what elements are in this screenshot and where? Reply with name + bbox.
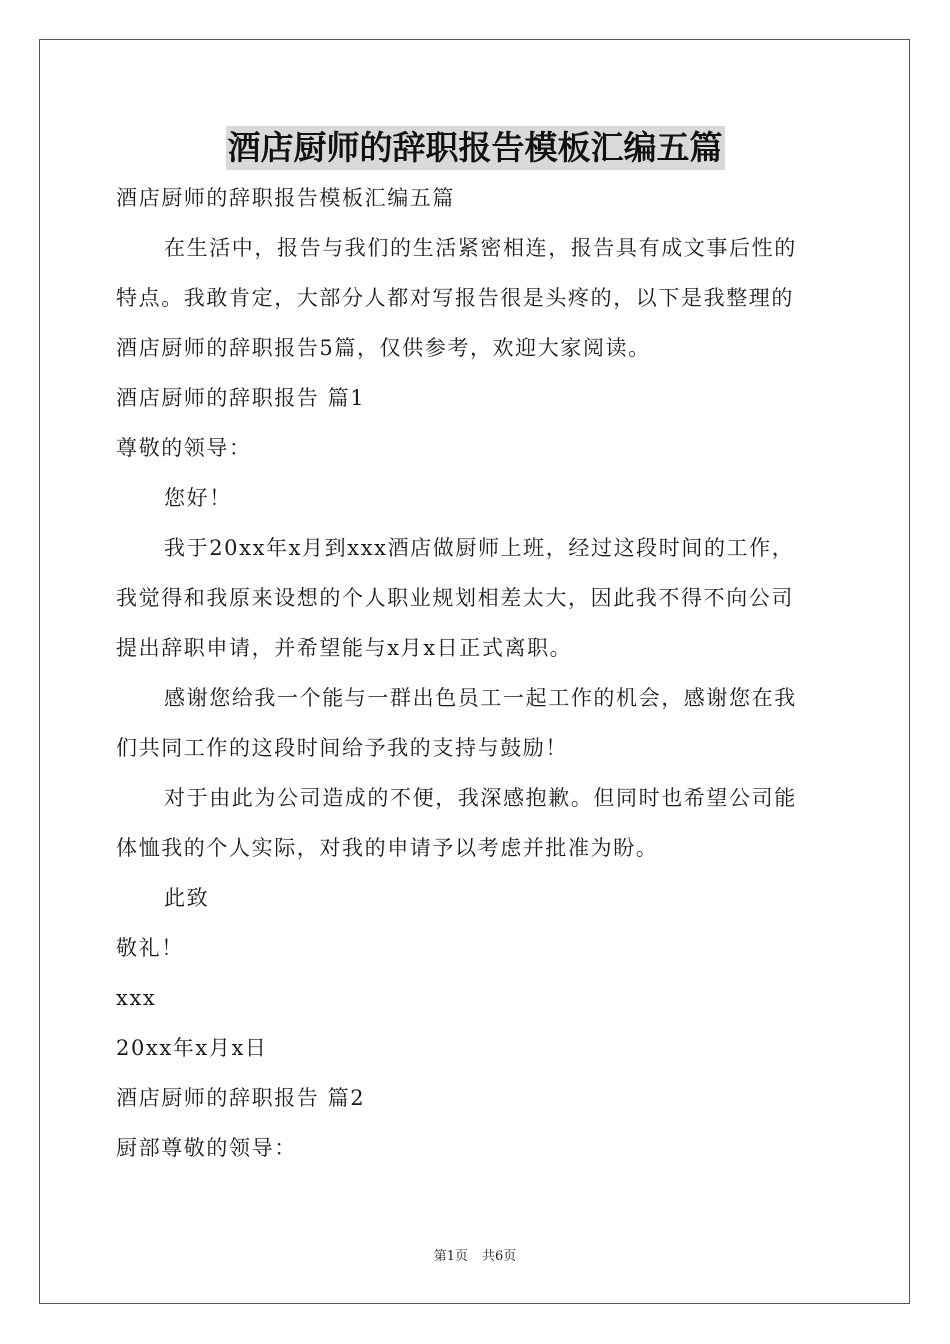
page-border bbox=[39, 39, 910, 1304]
body-line: 们共同工作的这段时间给予我的支持与鼓励！ bbox=[116, 736, 568, 760]
body-line: 特点。我敢肯定，大部分人都对写报告很是头疼的，以下是我整理的 bbox=[116, 286, 794, 310]
closing-line: 此致 bbox=[164, 886, 210, 910]
document-title bbox=[0, 126, 950, 170]
body-line: 体恤我的个人实际，对我的申请予以考虑并批准为盼。 bbox=[116, 836, 659, 860]
salutation: 厨部尊敬的领导： bbox=[116, 1136, 297, 1160]
body-line: 酒店厨师的辞职报告模板汇编五篇 bbox=[116, 186, 455, 210]
body-line: 对于由此为公司造成的不便，我深感抱歉。但同时也希望公司能 bbox=[164, 786, 797, 810]
greeting: 您好！ bbox=[164, 486, 232, 510]
body-line: 我觉得和我原来设想的个人职业规划相差太大，因此我不得不向公司 bbox=[116, 586, 794, 610]
page-footer bbox=[0, 1248, 950, 1266]
page-number: 第1页 bbox=[433, 1249, 468, 1264]
body-line: 在生活中，报告与我们的生活紧密相连，报告具有成文事后性的 bbox=[164, 236, 797, 260]
body-line: 我于20xx年x月到xxx酒店做厨师上班，经过这段时间的工作， bbox=[164, 536, 795, 560]
signature-name: xxx bbox=[116, 986, 157, 1010]
document-title-text: 酒店厨师的辞职报告模板汇编五篇 bbox=[226, 126, 725, 170]
body-line: 酒店厨师的辞职报告5篇，仅供参考，欢迎大家阅读。 bbox=[116, 336, 651, 360]
page-total: 共6页 bbox=[482, 1249, 517, 1264]
section-heading: 酒店厨师的辞职报告 篇1 bbox=[116, 386, 366, 410]
salutation: 尊敬的领导： bbox=[116, 436, 252, 460]
closing-salute: 敬礼！ bbox=[116, 936, 184, 960]
signature-date: 20xx年x月x日 bbox=[116, 1036, 268, 1060]
body-line: 感谢您给我一个能与一群出色员工一起工作的机会，感谢您在我 bbox=[164, 686, 797, 710]
body-line: 提出辞职申请，并希望能与x月x日正式离职。 bbox=[116, 636, 573, 660]
section-heading: 酒店厨师的辞职报告 篇2 bbox=[116, 1086, 366, 1110]
